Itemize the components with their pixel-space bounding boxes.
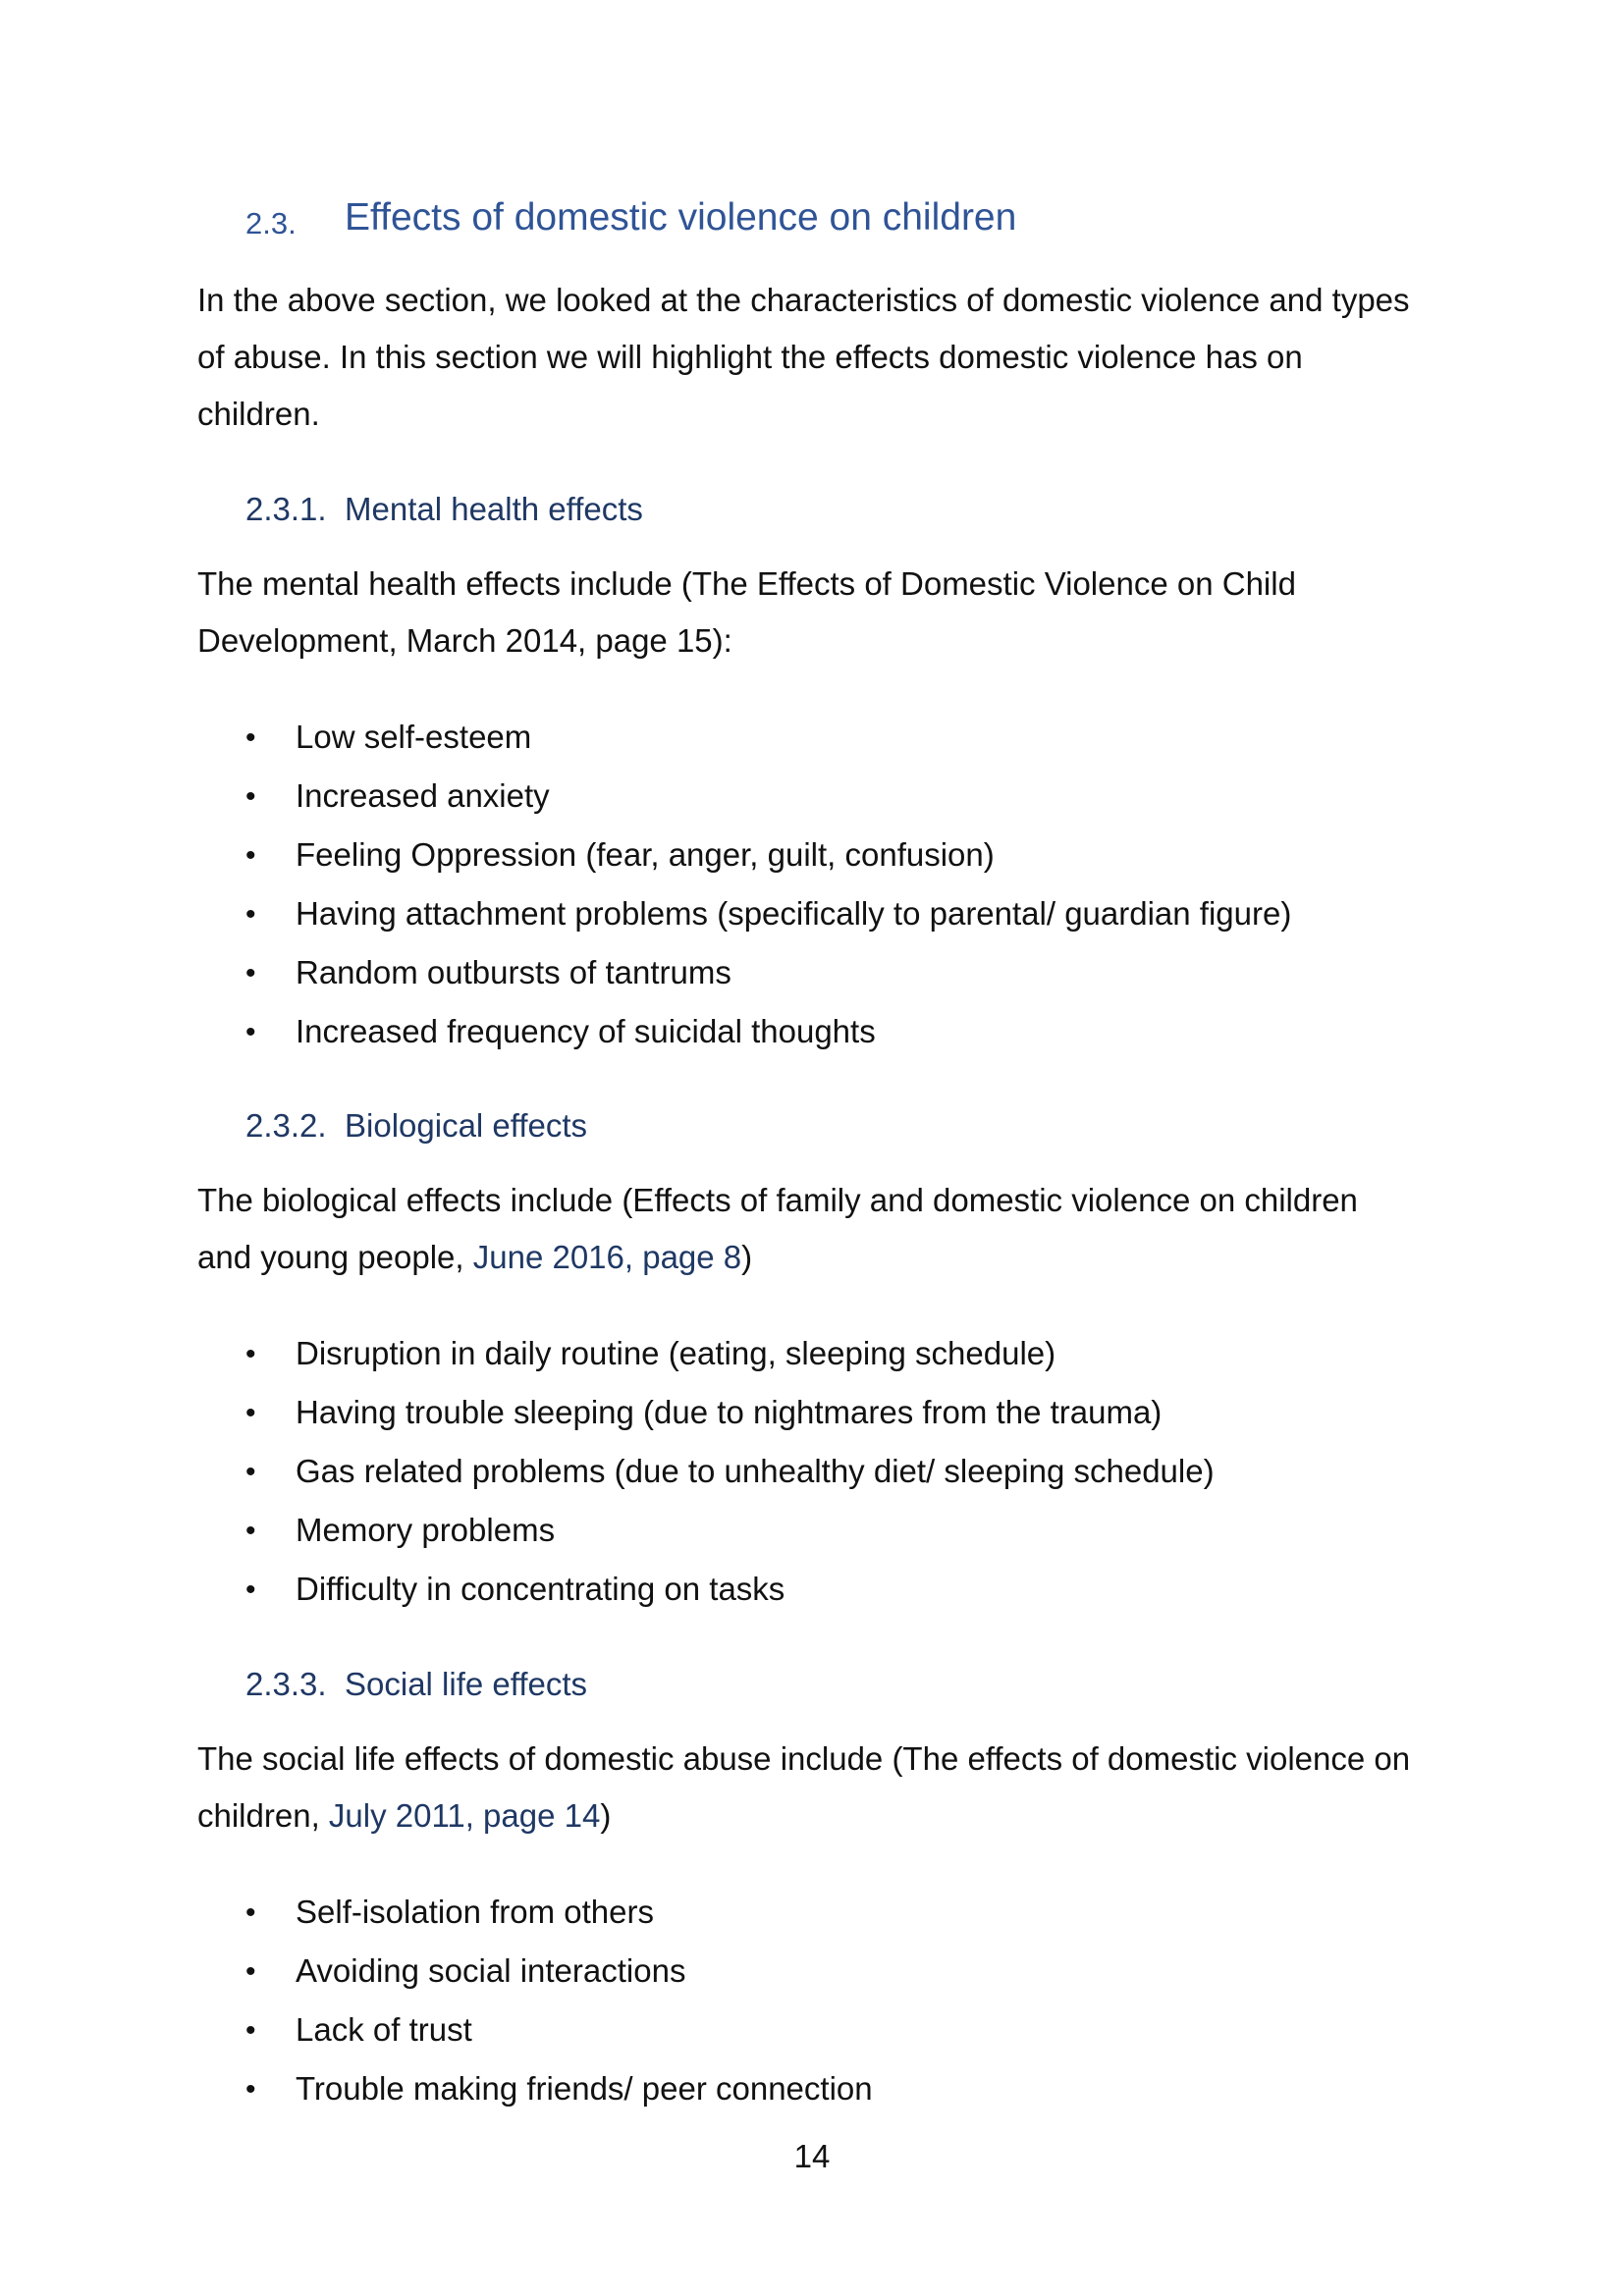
list-item: Having attachment problems (specifically to parental/ guardian figure) [296,895,1292,932]
list-item: Feeling Oppression (fear, anger, guilt, confusion) [296,836,995,873]
intro-text: and young people, [197,1239,473,1275]
subsection-number: 2.3.2. [245,1107,327,1144]
bullet-icon: • [245,721,256,754]
subsection-intro-paragraph [197,556,1444,669]
bullet-icon: • [245,1574,256,1606]
citation-text: June 2016, page 8 [472,1239,742,1275]
subsection-title: Mental health effects [345,491,643,527]
bullet-icon: • [245,839,256,872]
bullet-icon: • [245,1515,256,1547]
bullet-icon: • [245,1896,256,1929]
subsection-intro-line: The mental health effects include (The Effects of Domestic Violence on Child [197,565,1296,602]
list-item: Self-isolation from others [296,1894,654,1930]
bullet-icon: • [245,2073,256,2106]
subsection-title: Social life effects [345,1666,588,1702]
bullet-icon: • [245,2014,256,2047]
intro-text: ) [741,1239,753,1275]
section-number: 2.3. [245,206,297,240]
bullet-icon: • [245,780,256,813]
list-item: Disruption in daily routine (eating, sleeping schedule) [296,1335,1056,1371]
list-item: Difficulty in concentrating on tasks [296,1571,785,1607]
list-item: Memory problems [296,1512,556,1548]
bullet-icon: • [245,1016,256,1048]
bullet-icon: • [245,1955,256,1988]
list-item: Low self-esteem [296,719,532,755]
bullet-icon: • [245,898,256,931]
citation-text: July 2011, page 14 [328,1797,601,1834]
section-intro-line: children. [197,396,320,432]
section-title: Effects of domestic violence on children [345,196,1017,239]
bullet-icon: • [245,1397,256,1429]
bullet-icon: • [245,957,256,989]
section-intro-paragraph [197,272,1444,443]
subsection-intro-line: The biological effects include (Effects of family and domestic violence on children [197,1182,1358,1218]
list-item: Trouble making friends/ peer connection [296,2070,873,2107]
bullet-icon: • [245,1338,256,1370]
list-item: Gas related problems (due to unhealthy diet/ sleeping schedule) [296,1453,1215,1489]
subsection-intro-line: The social life effects of domestic abuse include (The effects of domestic violence on [197,1740,1411,1777]
list-item: Avoiding social interactions [296,1952,686,1989]
subsection-title: Biological effects [345,1107,588,1144]
subsection-intro-paragraph [197,1172,1444,1286]
list-item: Random outbursts of tantrums [296,954,731,990]
section-intro-line: of abuse. In this section we will highlight the effects domestic violence has on [197,339,1303,375]
page-number: 14 [793,2138,831,2174]
list-item: Increased frequency of suicidal thoughts [296,1013,876,1049]
subsection-number: 2.3.1. [245,491,327,527]
subsection-intro-line [197,1229,1444,1286]
list-item: Increased anxiety [296,777,550,814]
subsection-intro-line: Development, March 2014, page 15): [197,622,732,659]
intro-text: ) [600,1797,612,1834]
subsection-intro-paragraph [197,1731,1444,1844]
bullet-icon: • [245,1456,256,1488]
list-item: Lack of trust [296,2011,472,2048]
subsection-intro-line [197,1788,1444,1844]
intro-text: children, [197,1797,329,1834]
subsection-number: 2.3.3. [245,1666,327,1702]
section-intro-line: In the above section, we looked at the characteristics of domestic violence and types [197,282,1410,318]
list-item: Having trouble sleeping (due to nightmares from the trauma) [296,1394,1163,1430]
